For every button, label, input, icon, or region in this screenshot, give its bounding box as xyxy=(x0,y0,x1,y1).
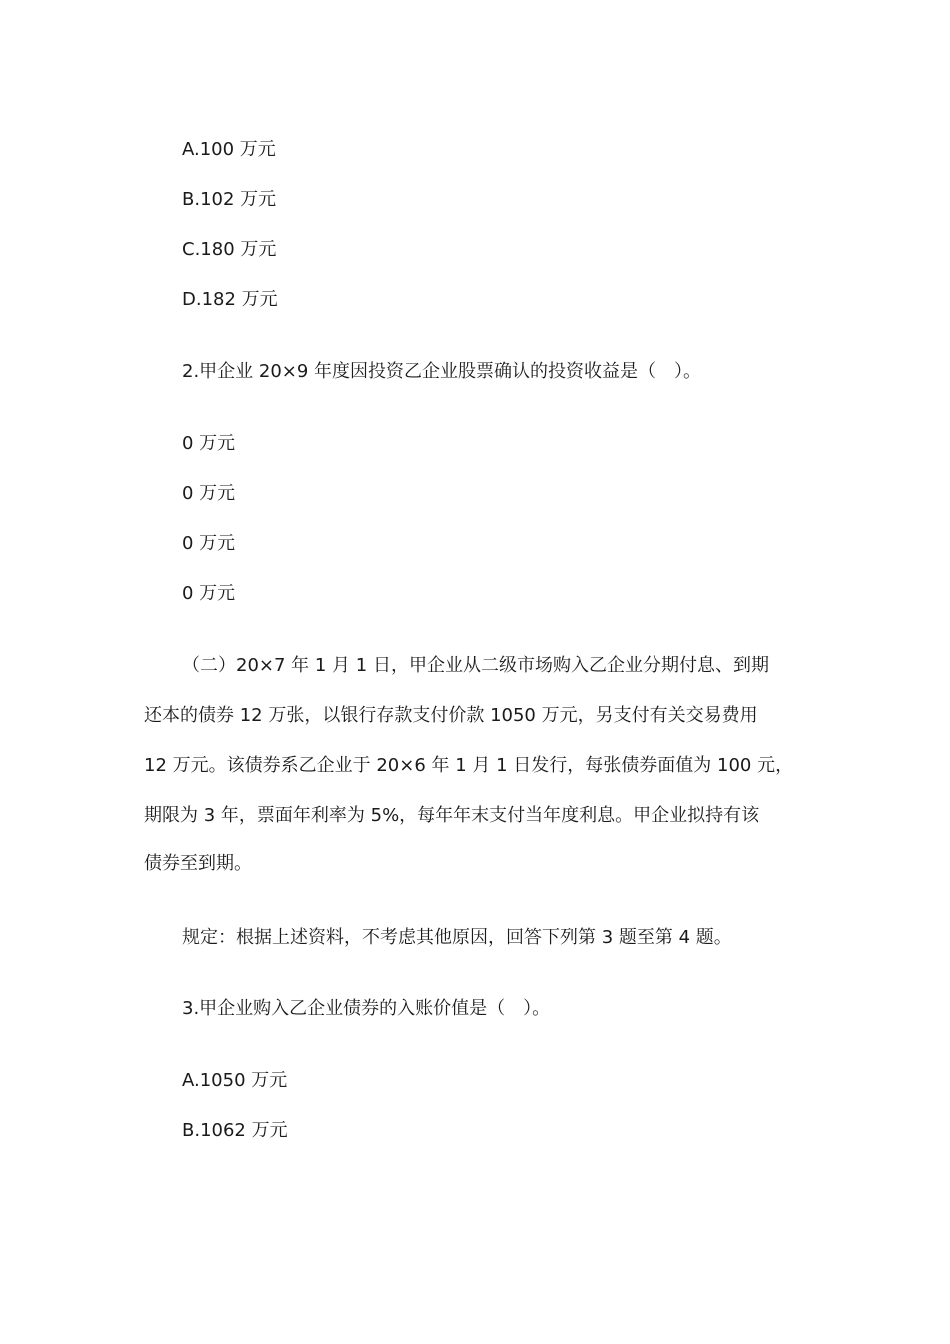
q3-stem: 3.甲企业购入乙企业债券的入账价值是（ ）。 xyxy=(182,998,551,1019)
case2-line-5: 债券至到期。 xyxy=(144,853,252,874)
case2-line-4: 期限为 3 年，票面年利率为 5%，每年年末支付当年度利息。甲企业拟持有该 xyxy=(144,805,760,826)
case2-line-2: 还本的债券 12 万张，以银行存款支付价款 1050 万元，另支付有关交易费用 xyxy=(144,705,758,726)
q2-option-1: 0 万元 xyxy=(182,433,236,454)
q3-option-a: A.1050 万元 xyxy=(182,1070,288,1091)
case2-requirement: 规定：根据上述资料，不考虑其他原因，回答下列第 3 题至第 4 题。 xyxy=(182,927,732,948)
q1-option-d: D.182 万元 xyxy=(182,289,278,310)
q2-stem: 2.甲企业 20×9 年度因投资乙企业股票确认的投资收益是（ ）。 xyxy=(182,361,702,382)
q2-option-2: 0 万元 xyxy=(182,483,236,504)
q2-option-3: 0 万元 xyxy=(182,533,236,554)
q3-option-b: B.1062 万元 xyxy=(182,1120,288,1141)
q1-option-c: C.180 万元 xyxy=(182,239,277,260)
q1-option-a: A.100 万元 xyxy=(182,139,276,160)
q2-option-4: 0 万元 xyxy=(182,583,236,604)
q1-option-b: B.102 万元 xyxy=(182,189,277,210)
case2-line-3: 12 万元。该债券系乙企业于 20×6 年 1 月 1 日发行，每张债券面值为 100 元， xyxy=(144,755,794,776)
case2-line-1: （二）20×7 年 1 月 1 日，甲企业从二级市场购入乙企业分期付息、到期 xyxy=(182,655,769,676)
